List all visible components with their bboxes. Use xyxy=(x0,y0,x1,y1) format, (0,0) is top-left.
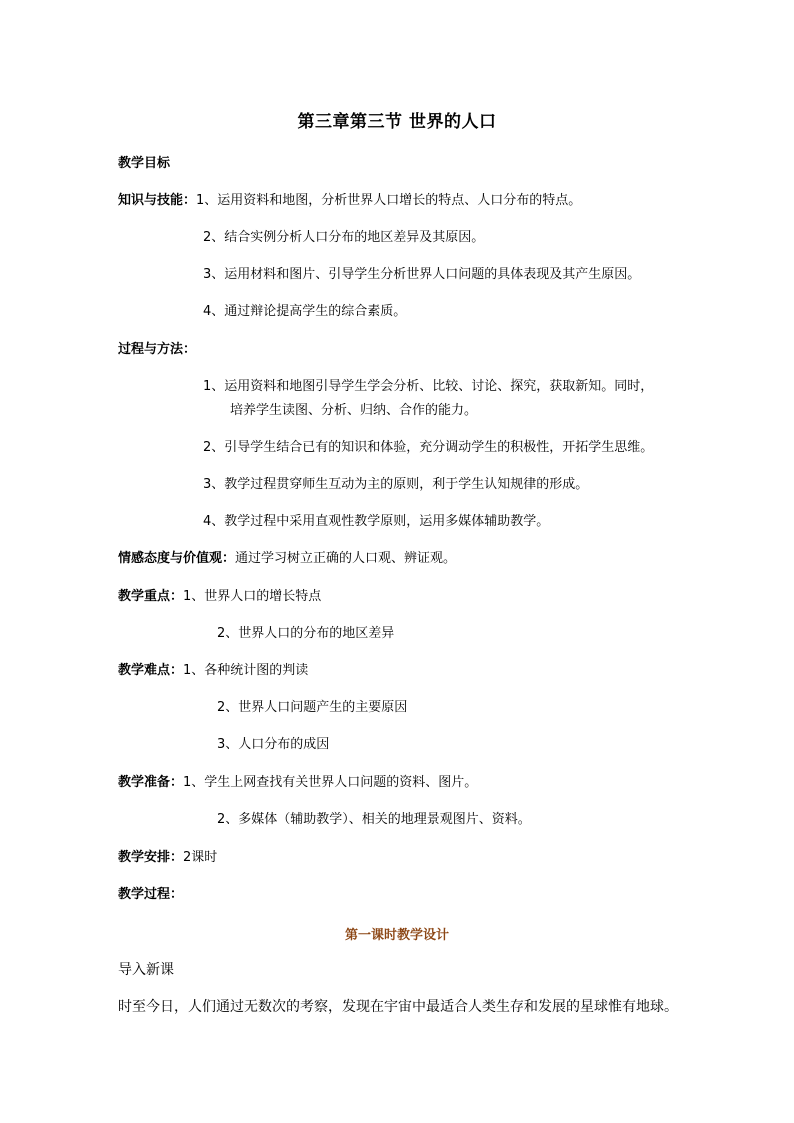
process-label: 过程与方法： xyxy=(118,342,197,357)
preparation-item-2: 2、多媒体（辅助教学）、相关的地理景观图片、资料。 xyxy=(217,812,531,827)
key-point-1: 1、世界人口的增长特点 xyxy=(183,589,322,604)
preparation-label: 教学准备： xyxy=(118,775,184,790)
difficulty-3: 3、人口分布的成因 xyxy=(217,737,330,752)
knowledge-label: 知识与技能： xyxy=(118,193,197,208)
knowledge-item-1: 1、运用资料和地图，分析世界人口增长的特点、人口分布的特点。 xyxy=(196,193,582,208)
process-heading: 教学过程： xyxy=(118,887,184,902)
key-point-2: 2、世界人口的分布的地区差异 xyxy=(217,626,395,641)
difficulty-2: 2、世界人口问题产生的主要原因 xyxy=(217,700,408,715)
arrangement-text: 2课时 xyxy=(183,850,218,865)
process-item-2: 2、引导学生结合已有的知识和体验，充分调动学生的积极性，开拓学生思维。 xyxy=(203,440,654,455)
arrangement-label: 教学安排： xyxy=(118,850,184,865)
objectives-heading: 教学目标 xyxy=(118,156,171,171)
key-points-row xyxy=(118,588,321,606)
process-item-1-line-2: 培养学生读图、分析、归纳、合作的能力。 xyxy=(230,403,478,418)
intro-label: 导入新课 xyxy=(118,962,174,978)
knowledge-item-4: 4、通过辩论提高学生的综合素质。 xyxy=(203,304,407,319)
process-item-3: 3、教学过程贯穿师生互动为主的原则，利于学生认知规律的形成。 xyxy=(203,477,589,492)
knowledge-row xyxy=(118,192,581,210)
process-item-4: 4、教学过程中采用直观性教学原则，运用多媒体辅助教学。 xyxy=(203,514,550,529)
key-points-label: 教学重点： xyxy=(118,589,184,604)
emotion-label: 情感态度与价值观： xyxy=(118,551,236,566)
arrangement-row xyxy=(118,849,217,867)
preparation-item-1: 1、学生上网查找有关世界人口问题的资料、图片。 xyxy=(183,775,478,790)
emotion-row xyxy=(118,550,456,568)
knowledge-item-3: 3、运用材料和图片、引导学生分析世界人口问题的具体表现及其产生原因。 xyxy=(203,267,641,282)
difficulties-row xyxy=(118,662,308,680)
difficulty-1: 1、各种统计图的判读 xyxy=(183,663,309,678)
preparation-row xyxy=(118,774,477,792)
intro-text: 时至今日，人们通过无数次的考察，发现在宇宙中最适合人类生存和发展的星球惟有地球。 xyxy=(118,999,678,1015)
difficulties-label: 教学难点： xyxy=(118,663,184,678)
page-title: 第三章第三节 世界的人口 xyxy=(297,112,497,132)
emotion-text: 通过学习树立正确的人口观、辨证观。 xyxy=(235,551,457,566)
knowledge-item-2: 2、结合实例分析人口分布的地区差异及其原因。 xyxy=(203,230,485,245)
process-item-1-line-1: 1、运用资料和地图引导学生学会分析、比较、讨论、探究，获取新知。同时， xyxy=(203,379,654,394)
lesson-1-heading: 第一课时教学设计 xyxy=(344,928,449,943)
